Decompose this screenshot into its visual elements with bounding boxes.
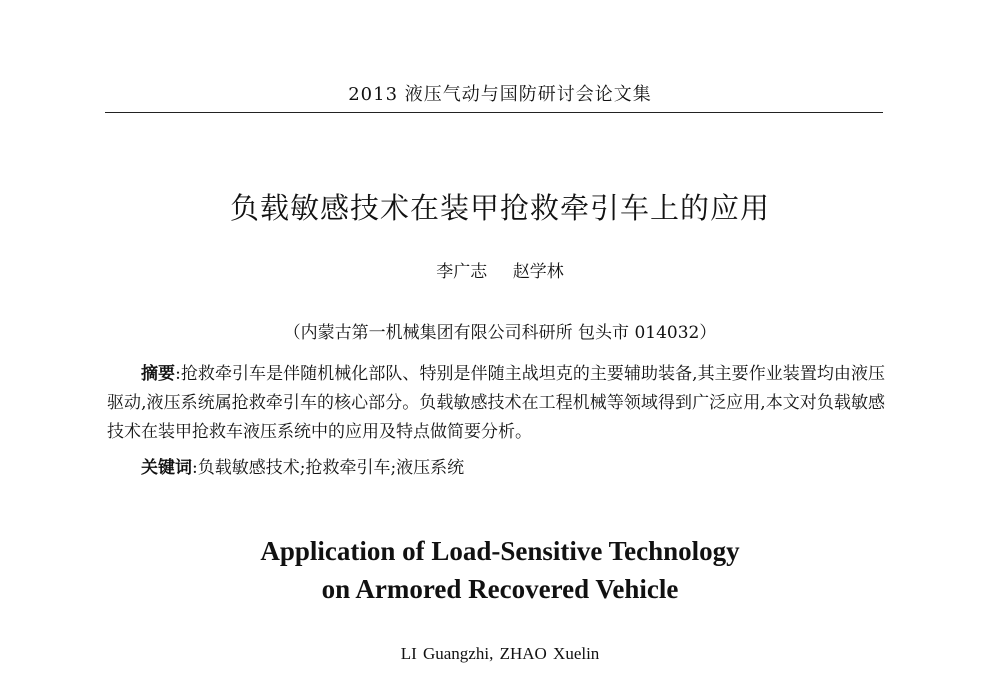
paper-title-cn: 负载敏感技术在装甲抢救牵引车上的应用 <box>229 191 770 225</box>
abstract <box>107 360 885 447</box>
authors-en: LI Guangzhi, ZHAO Xuelin <box>400 644 600 663</box>
keywords-text: :负载敏感技术;抢救牵引车;液压系统 <box>192 458 465 478</box>
title-en-line: on Armored Recovered Vehicle <box>321 574 679 604</box>
paper-title-en <box>0 532 1000 608</box>
proceedings-header: 2013 液压气动与国防研讨会论文集 <box>348 84 652 105</box>
abstract-label: 摘要 <box>141 364 176 384</box>
affiliation-cn: （内蒙古第一机械集团有限公司科研所 包头市 014032） <box>283 323 717 343</box>
abstract-text: :抢救牵引车是伴随机械化部队、特别是伴随主战坦克的主要辅助装备,其主要作业装置均由液压驱动,液压系统属抢救牵引车的核心部分。负载敏感技术在工程机械等领域得到广泛应用,本文对负载敏感技术在装甲抢救车液压系统中的应用及特点做简要分析。 <box>107 364 885 442</box>
keywords-label: 关键词 <box>141 458 192 478</box>
author-cn: 李广志 <box>436 262 488 282</box>
keywords <box>141 453 881 478</box>
header-rule <box>105 112 883 113</box>
authors-cn <box>0 257 1000 282</box>
author-cn: 赵学林 <box>512 262 564 282</box>
title-en-line: Application of Load-Sensitive Technology <box>260 536 740 566</box>
